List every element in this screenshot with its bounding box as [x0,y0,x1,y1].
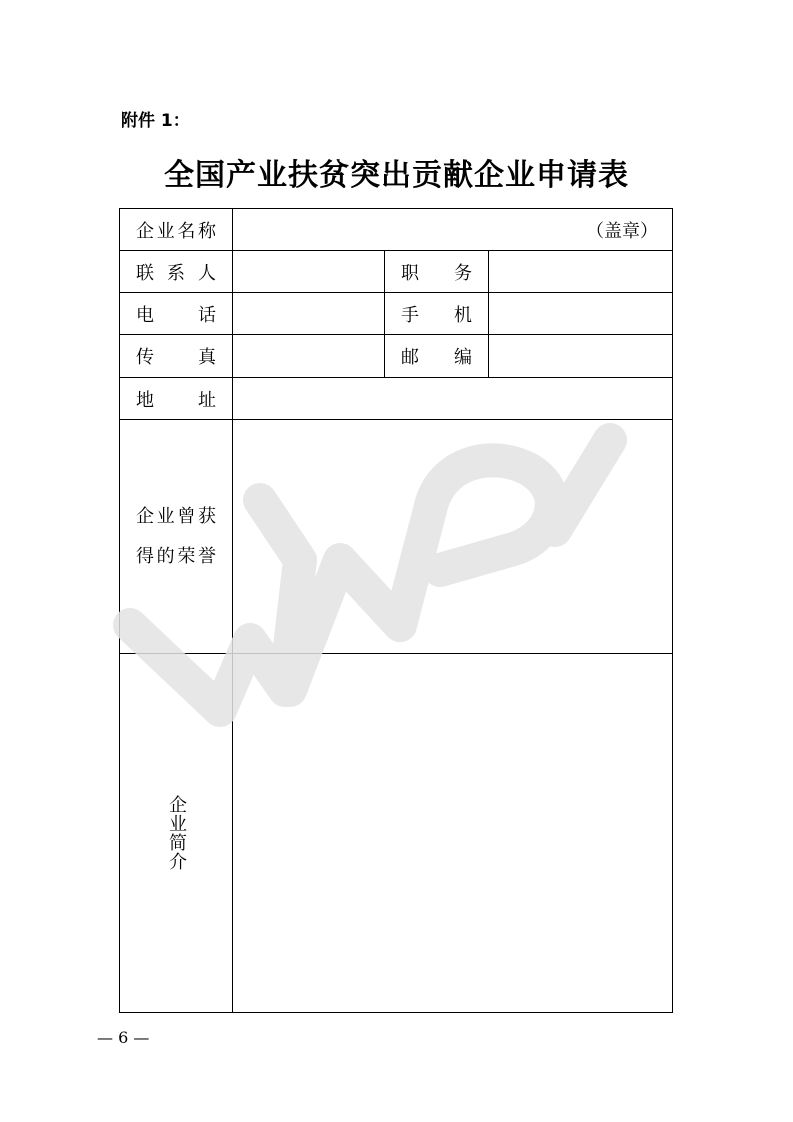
row-honors [120,420,673,654]
company-name-label: 企业名称 [120,209,233,251]
company-name-field[interactable] [233,209,673,251]
position-label: 职务 [385,251,489,293]
honors-field[interactable] [233,420,673,654]
profile-label-cell [120,654,233,1013]
row-company-name [120,209,673,251]
mobile-label: 手机 [385,293,489,335]
row-phone [120,293,673,335]
application-form-table [119,208,673,1013]
row-fax [120,335,673,378]
phone-label: 电话 [120,293,233,335]
row-profile [120,654,673,1013]
row-address [120,378,673,420]
contact-field[interactable] [233,251,385,293]
profile-label: 企业简介 [166,795,187,871]
row-contact [120,251,673,293]
postcode-field[interactable] [489,335,673,378]
profile-field[interactable] [233,654,673,1013]
mobile-field[interactable] [489,293,673,335]
stamp-note: （盖章） [586,220,658,242]
page-number: — 6 — [97,1028,150,1047]
phone-field[interactable] [233,293,385,335]
honors-label [120,420,233,654]
address-label: 地址 [120,378,233,420]
address-field[interactable] [233,378,673,420]
page-title: 全国产业扶贫突出贡献企业申请表 [164,158,629,193]
fax-label: 传真 [120,335,233,378]
attachment-label: 附件 1： [121,111,190,131]
postcode-label: 邮编 [385,335,489,378]
honors-label-line2: 得的荣誉 [136,545,216,567]
contact-label: 联系人 [120,251,233,293]
honors-label-line1: 企业曾获 [136,505,216,527]
position-field[interactable] [489,251,673,293]
fax-field[interactable] [233,335,385,378]
